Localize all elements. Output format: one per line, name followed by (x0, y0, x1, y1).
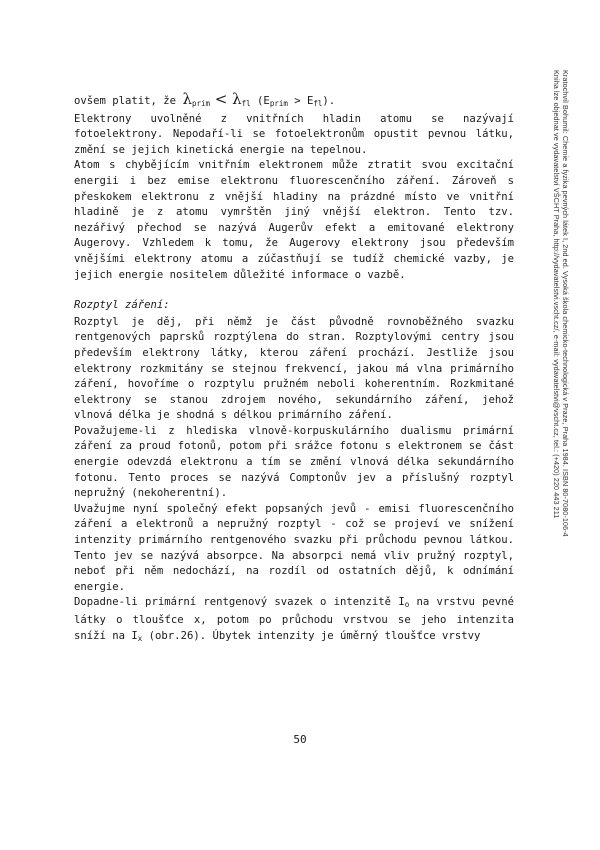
text-span: ). (322, 95, 336, 107)
subscript: fl (241, 99, 251, 108)
lambda-symbol: λ (232, 90, 242, 108)
side-note-citation: Kratochvíl Bohumil: Chemie a fyzika pevných látek I, 2nd ed. Vysoká škola chemicko-technologická v Praze, Praha 1984. ISBN 80-7080-106-4 (561, 70, 570, 537)
subscript: o (404, 600, 410, 610)
formula-line (74, 92, 514, 112)
page-number: 50 (293, 733, 307, 746)
subscript: prim (191, 99, 211, 108)
paragraph-absorption: Uvažujme nyní společný efekt popsaných jevů - emisi fluorescenčního záření a elektronů a nepružný rozptyl - což se projeví ve snížení intenzity primárního rentgenového svazku při průchodu pevnou látkou. Tento jev se nazývá absorpce. Na absorpci nemá vliv pružný rozptyl, neboť při něm nedochází, na rozdíl od ostatních dějů, k odnímání energie. (74, 502, 514, 593)
text-span: ovšem platit, že (74, 95, 183, 107)
lambda-symbol: λ (182, 90, 192, 108)
paragraph-auger: Atom s chybějícím vnitřním elektronem může ztratit svou excitační energii i bez emise elektronu fluorescenčního záření. Zároveň s přeskokem elektronu z vnější hladiny na prázdné místo ve vnitřní hladině je z atomu vymrštěn jiný vnější elektron. Tento tzv. nezářivý přechod se nazývá Augerův efekt a emitované elektrony Augerovy. Vzhledem k tomu, že Augerovy elektrony jsou především vnějšími elektrony atomu a zúčastňují se tudíž chemické vazby, je jejich energie nositelem důležité informace o vazbě. (74, 159, 514, 281)
text-span: na vrstvu pevné látky o tloušťce x, potom po průchodu vrstvou se jeho intenzita sníží na I (74, 596, 514, 642)
text-span: > E (287, 95, 314, 107)
paragraph-photoelectrons: Elektrony uvolněné z vnitřních hladin atomu se nazývají fotoelektrony. Nepodaří-li se fotoelektronům opustit pevnou látku, změní se jejich kinetická energie na tepelnou. (74, 112, 514, 156)
body-text (74, 92, 514, 646)
text-span: (E (250, 95, 270, 107)
subscript: prim (269, 99, 288, 108)
section-heading: Rozptyl záření: (74, 299, 170, 312)
less-than-symbol: < (210, 90, 233, 108)
text-span: Dopadne-li primární rentgenový svazek o intenzitě I (74, 596, 405, 609)
subscript: fl (313, 99, 323, 108)
side-note-order-info: Kniha lze objednat ve vydavatelství VŠCHT Praha, http://vydavatelstvi.vscht.cz/, e-mail: vydavatelstvi@vscht.cz, tel.: (+420) 220 443 211 (552, 70, 561, 519)
text-span: (obr.26). Úbytek intenzity je úměrný tloušťce vrstvy (142, 629, 481, 642)
paragraph-intensity (74, 595, 514, 646)
paragraph-scattering: Rozptyl je děj, při němž je část původně rovnoběžného svazku rentgenových paprsků rozptýlena do stran. Rozptylovými centry jsou především elektrony látky, kterou záření prochází. Jestliže jsou elektrony rozkmitány se stejnou frekvencí, jakou má vlna primárního záření, hovoříme o rozptylu pružném neboli koherentním. Rozkmitané elektrony se stanou zdrojem nového, sekundárního záření, jehož vlnová délka je shodná s délkou primárního záření. (74, 315, 514, 422)
paragraph-compton: Považujeme-li z hlediska vlnově-korpuskulárního dualismu primární záření za proud fotonů, potom při srážce fotonu s elektronem se část energie odevzdá elektronu a tím se změní vlnová délka sekundárního fotonu. Tento proces se nazývá Comptonův jev a příslušný rozptyl nepružný (nekoherentní). (74, 424, 514, 500)
subscript: x (137, 633, 143, 643)
side-note (552, 70, 570, 710)
